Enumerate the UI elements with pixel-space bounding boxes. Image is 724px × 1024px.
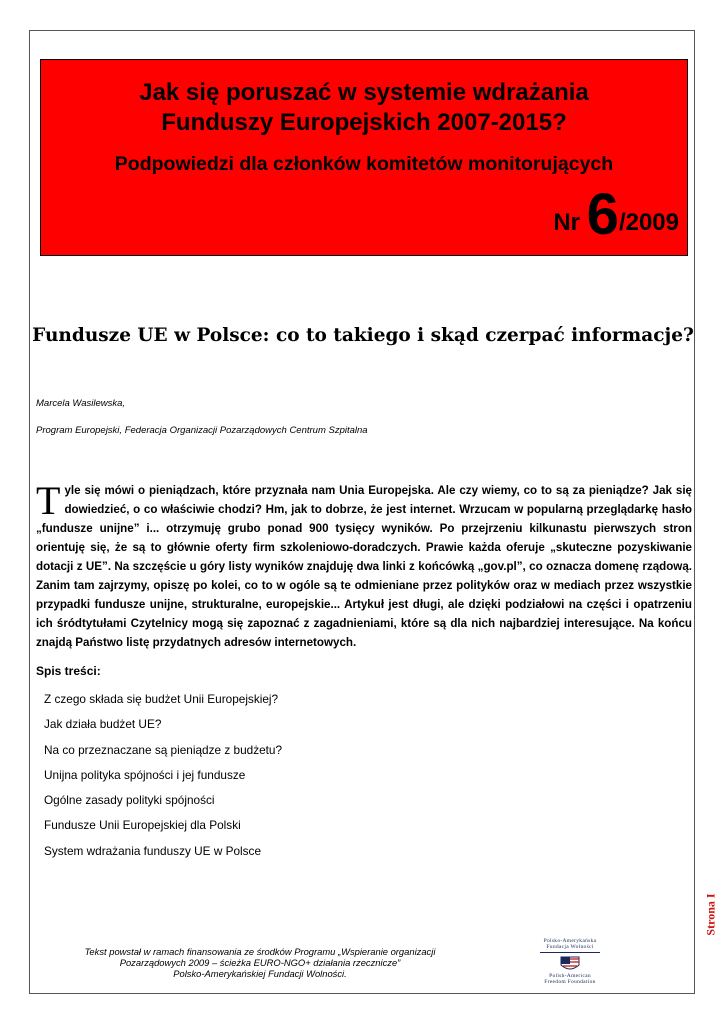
- lead-text: yle się mówi o pieniądzach, które przyznała nam Unia Europejska. Ale czy wiemy, co to są za pieniądze? Jak się dowiedzieć, o co właściwie chodzi? Hm, jak to dobrze, że jest internet. Wrzucam w popularną przeglądarkę hasło „fundusze unijne” i... otrzymuję grubo ponad 900 tysięcy wyników. Po przejrzeniu kilkunastu pierwszych stron orientuję się, że są to głównie oferty firm szkoleniowo-doradczych. Prawie każda oferuje „skuteczne pozyskiwanie dotacji z UE”. Na szczęście u góry listy wyników znajduję dwa linki z końcówką „gov.pl”, co oznacza domenę rządową. Zanim tam zajrzymy, opiszę po kolei, co to w ogóle są te odmieniane przez polityków oraz w mediach przez wszystkie przypadki fundusze unijne, strukturalne, europejskie... Artykuł jest długi, ale dzięki podziałowi na części i opatrzeniu ich śródtytułami Czytelnicy mogą się zapoznać z zagadnieniami, które są dla nich najbardziej interesujące. Na końcu znajdą Państwo listę przydatnych adresów internetowych.: [36, 484, 692, 649]
- toc-item[interactable]: Jak działa budżet UE?: [44, 717, 162, 732]
- header-banner: [40, 59, 688, 256]
- article-lead: [36, 478, 692, 652]
- table-of-contents: [44, 692, 282, 869]
- article-organization: Program Europejski, Federacja Organizacji Pozarządowych Centrum Szpitalna: [36, 425, 368, 436]
- page-label-text: Strona I: [703, 893, 718, 936]
- logo-divider: [540, 952, 600, 953]
- issue-number: [553, 182, 679, 247]
- logo-pl-line1: Polsko-Amerykańska: [543, 938, 597, 944]
- foundation-logo: [535, 938, 605, 990]
- toc-item[interactable]: Na co przeznaczane są pieniądze z budżetu?: [44, 742, 283, 757]
- article-title: Fundusze UE w Polsce: co to takiego i skąd czerpać informacje?: [32, 325, 694, 346]
- toc-item[interactable]: Z czego składa się budżet Unii Europejskiej?: [44, 692, 279, 706]
- funding-note: [60, 946, 460, 979]
- article-author: Marcela Wasilewska,: [36, 398, 126, 409]
- banner-title-line1: Jak się poruszać w systemie wdrażania: [139, 79, 589, 106]
- funding-note-line3: Polsko-Amerykańskiej Fundacji Wolności.: [173, 968, 347, 979]
- logo-en-line2: Freedom Foundation: [544, 979, 596, 985]
- toc-item[interactable]: Unijna polityka spójności i jej fundusze: [44, 767, 246, 782]
- issue-year: /2009: [618, 209, 679, 236]
- toc-item[interactable]: System wdrażania funduszy UE w Polsce: [44, 843, 262, 858]
- logo-en-line1: Polish-American: [549, 973, 591, 979]
- banner-title-line2: Funduszy Europejskich 2007-2015?: [161, 109, 567, 136]
- flag-shield-icon: [545, 955, 595, 973]
- page-label: [703, 885, 719, 945]
- funding-note-line1: Tekst powstał w ramach finansowania ze środków Programu „Wspieranie organizacji: [84, 946, 436, 957]
- toc-item[interactable]: Ogólne zasady polityki spójności: [44, 793, 215, 808]
- funding-note-line2: Pozarządowych 2009 – ścieżka EURO-NGO+ działania rzecznicze”: [119, 957, 401, 968]
- issue-prefix: Nr: [553, 209, 587, 236]
- toc-heading: Spis treści:: [36, 664, 101, 678]
- issue-digit: 6: [586, 182, 619, 247]
- banner-subtitle: Podpowiedzi dla członków komitetów monitorujących: [114, 153, 614, 175]
- toc-item[interactable]: Fundusze Unii Europejskiej dla Polski: [44, 818, 241, 833]
- drop-cap: T: [36, 478, 61, 523]
- logo-pl-line2: Fundacja Wolności: [546, 944, 594, 950]
